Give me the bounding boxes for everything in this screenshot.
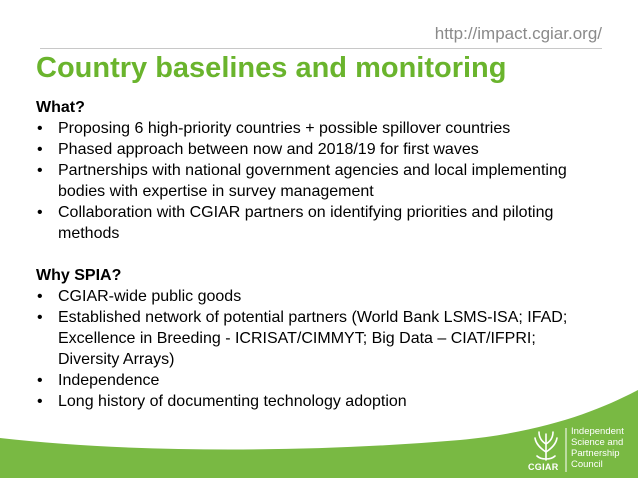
logo-line: Independent — [571, 426, 624, 437]
list-item-text: Partnerships with national government agencies and local implementing bodies with expertise in survey management — [58, 162, 567, 200]
list-item-text: Independence — [58, 372, 160, 389]
list-item-text: CGIAR-wide public goods — [58, 288, 242, 305]
ispc-logo-text — [571, 426, 624, 470]
bullet-glyph: • — [37, 393, 43, 410]
logo-line: Partnership — [571, 448, 620, 459]
slide-title: Country baselines and monitoring — [36, 52, 507, 84]
section-heading-what: What? — [36, 99, 85, 116]
list-item-text: Proposing 6 high-priority countries + possible spillover countries — [58, 120, 511, 137]
list-item-text: Established network of potential partners (World Bank LSMS-ISA; IFAD; Excellence in Breeding - ICRISAT/CIMMYT; Big Data – CIAT/IFPRI; Diversity Arrays) — [58, 309, 568, 368]
bullet-glyph: • — [37, 309, 43, 326]
header-url: http://impact.cgiar.org/ — [434, 24, 602, 43]
bullet-glyph: • — [37, 141, 43, 158]
bullet-glyph: • — [37, 204, 43, 221]
section-heading-why-spia: Why SPIA? — [36, 267, 122, 284]
list-item-text: Long history of documenting technology adoption — [58, 393, 407, 410]
bullet-glyph: • — [37, 162, 43, 179]
bullet-glyph: • — [37, 120, 43, 137]
bullet-glyph: • — [37, 288, 43, 305]
list-item-text: Phased approach between now and 2018/19 for first waves — [58, 141, 479, 158]
list-item-text: Collaboration with CGIAR partners on identifying priorities and piloting methods — [58, 204, 554, 242]
logo-line: Science and — [571, 437, 624, 448]
logo-line: Council — [571, 459, 603, 470]
bullet-glyph: • — [37, 372, 43, 389]
cgiar-logo-wordmark: CGIAR — [528, 462, 559, 472]
